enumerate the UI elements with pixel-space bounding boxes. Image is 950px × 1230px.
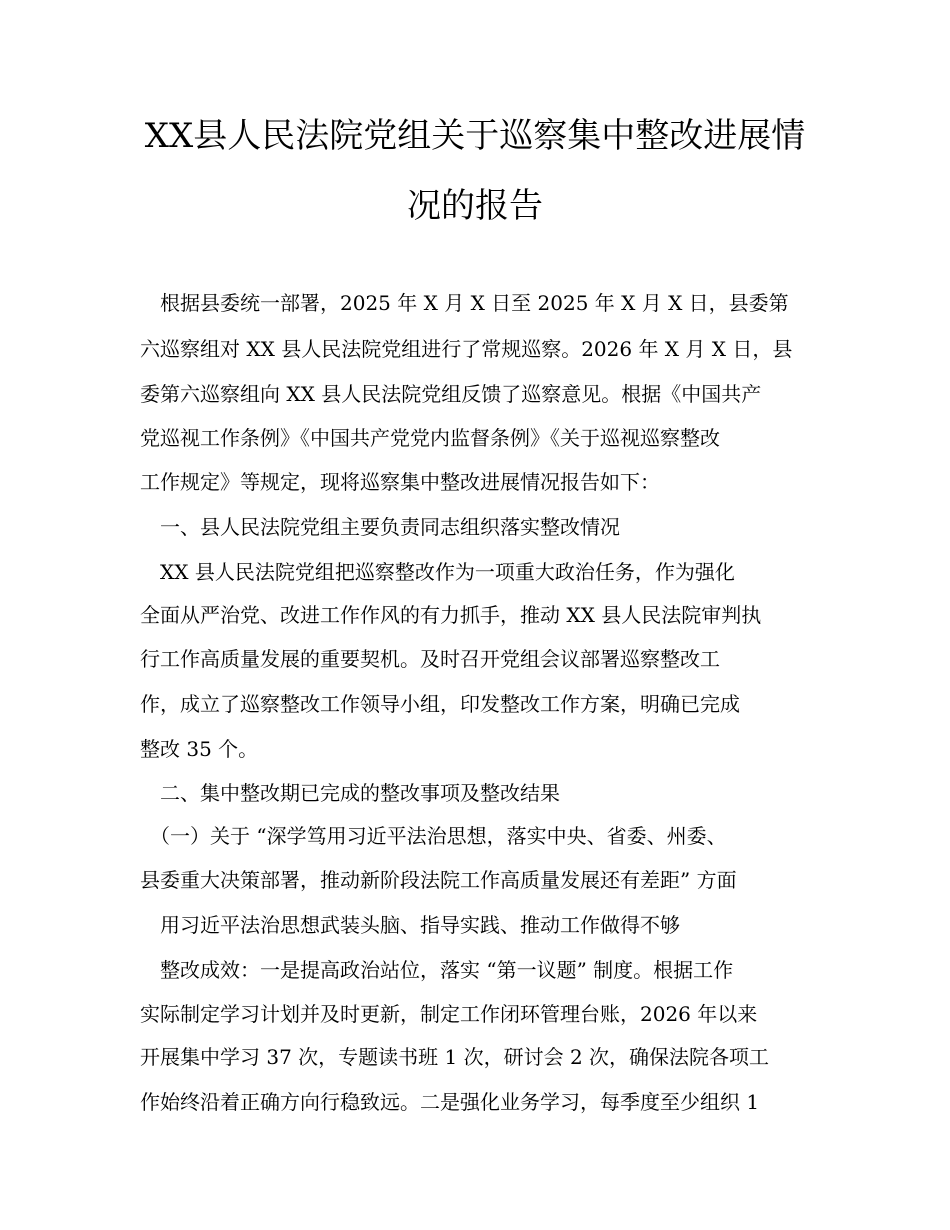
section-heading: 二、集中整改期已完成的整改事项及整改结果 — [140, 781, 560, 805]
section-heading: 一、县人民法院党组主要负责同志组织落实整改情况 — [140, 515, 620, 539]
report-title-line-2: 况的报告 — [407, 186, 543, 226]
body-text-line: 根据县委统一部署，2025 年 X 月 X 日至 2025 年 X 月 X 日，县委第 — [140, 291, 789, 315]
body-text-line: 作，成立了巡察整改工作领导小组，印发整改工作方案，明确已完成 — [140, 692, 740, 716]
body-text-line: 行工作高质量发展的重要契机。及时召开党组会议部署巡察整改工 — [140, 647, 720, 671]
body-text-line: 党巡视工作条例》《中国共产党党内监督条例》《关于巡视巡察整改 — [140, 426, 720, 450]
body-text-line: 作始终沿着正确方向行稳致远。二是强化业务学习，每季度至少组织 1 — [140, 1090, 760, 1114]
subsection-heading: 县委重大决策部署，推动新阶段法院工作高质量发展还有差距” 方面 — [140, 868, 737, 892]
body-text-line: 六巡察组对 XX 县人民法院党组进行了常规巡察。2026 年 X 月 X 日，县 — [140, 337, 793, 361]
body-text-line: 工作规定》等规定，现将巡察集中整改进展情况报告如下： — [140, 470, 660, 494]
body-text-line: 全面从严治党、改进工作作风的有力抓手，推动 XX 县人民法院审判执 — [140, 603, 762, 627]
body-text-line: 委第六巡察组向 XX 县人民法院党组反馈了巡察意见。根据《中国共产 — [140, 382, 762, 406]
body-text-line: 整改 35 个。 — [140, 737, 259, 761]
subsection-heading: （一）关于 “深学笃用习近平法治思想，落实中央、省委、州委、 — [140, 824, 727, 848]
body-text-line: 开展集中学习 37 次，专题读书班 1 次，研讨会 2 次，确保法院各项工 — [140, 1045, 770, 1069]
body-text-line: XX 县人民法院党组把巡察整改作为一项重大政治任务，作为强化 — [140, 560, 735, 584]
body-text-line: 整改成效：一是提高政治站位，落实 “第一议题” 制度。根据工作 — [140, 958, 734, 982]
body-text-line: 实际制定学习计划并及时更新，制定工作闭环管理台账，2026 年以来 — [140, 1002, 758, 1026]
body-text-line: 用习近平法治思想武装头脑、指导实践、推动工作做得不够 — [140, 913, 680, 937]
report-title-line-1: XX县人民法院党组关于巡察集中整改进展情 — [144, 116, 806, 156]
